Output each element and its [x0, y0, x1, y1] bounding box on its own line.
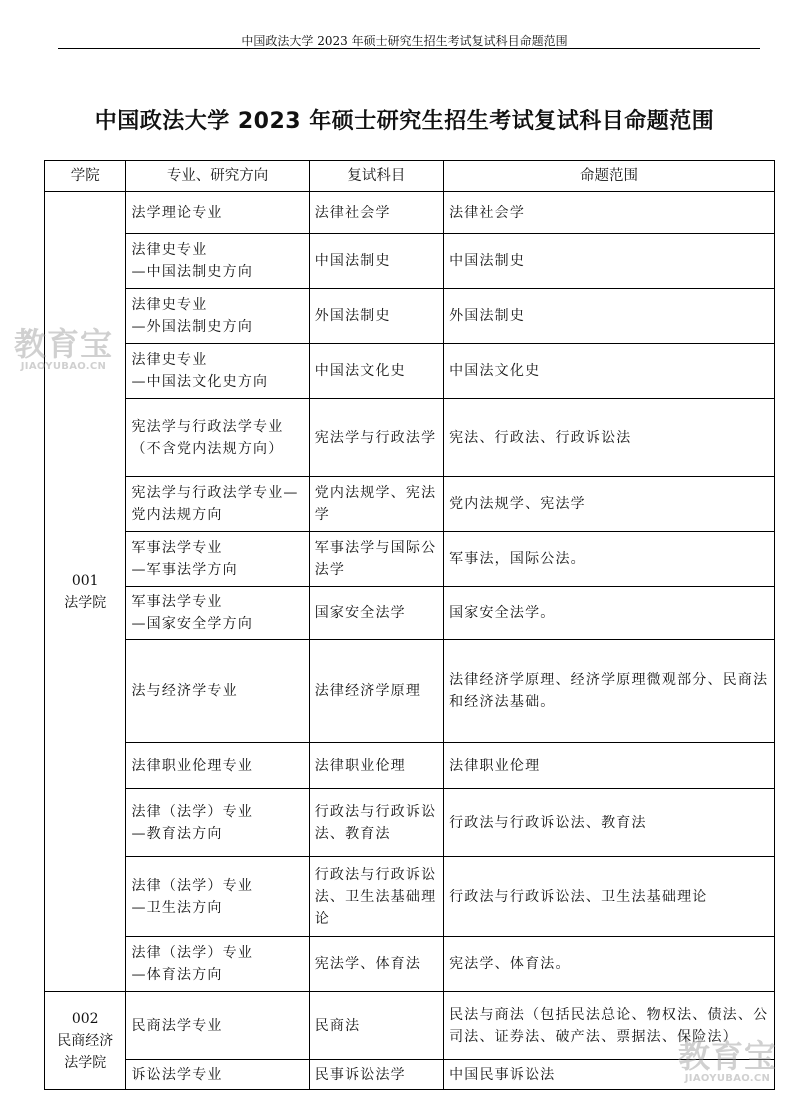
subject-cell: 外国法制史 [309, 289, 443, 344]
major-line: —体育法方向 [131, 967, 223, 983]
subject-cell: 宪法学与行政法学 [309, 399, 443, 477]
subject-cell: 法律经济学原理 [309, 640, 443, 743]
table-row [45, 789, 775, 857]
table-row [45, 289, 775, 344]
scope-cell: 国家安全法学。 [444, 587, 775, 640]
major-line: 法律（法学）专业 [131, 803, 254, 820]
major-cell [126, 1060, 309, 1090]
major-cell [126, 937, 309, 992]
major-line: 法学理论专业 [131, 204, 223, 221]
major-line: 法与经济学专业 [131, 683, 238, 699]
major-line: —卫生法方向 [131, 899, 223, 916]
table-row [45, 532, 775, 587]
major-cell [126, 640, 309, 743]
header-rule [58, 48, 760, 49]
table-row [45, 857, 775, 937]
major-cell [126, 587, 309, 640]
major-line: 法律（法学）专业 [131, 945, 254, 961]
subject-cell: 宪法学、体育法 [309, 937, 443, 992]
major-cell [126, 857, 309, 937]
school-cell [45, 192, 126, 992]
major-line: 法律史专业 [131, 297, 208, 313]
table-row [45, 640, 775, 743]
major-line: 民商法学专业 [131, 1017, 223, 1034]
major-cell [126, 344, 309, 399]
major-cell [126, 992, 309, 1060]
major-line: 法律职业伦理专业 [131, 757, 254, 774]
scope-cell: 宪法、行政法、行政诉讼法 [444, 399, 775, 477]
scope-cell: 行政法与行政诉讼法、教育法 [444, 789, 775, 857]
table-row [45, 937, 775, 992]
exam-scope-table [44, 160, 778, 1090]
table-header-row [45, 161, 775, 192]
major-line: —教育法方向 [131, 825, 223, 842]
scope-cell: 法律社会学 [444, 192, 775, 234]
major-line: 法律史专业 [131, 352, 208, 368]
scope-cell: 法律职业伦理 [444, 743, 775, 789]
major-cell [126, 289, 309, 344]
school-name: 法学院 [64, 594, 107, 611]
subject-cell: 中国法文化史 [309, 344, 443, 399]
subject-cell: 民事诉讼法学 [309, 1060, 443, 1090]
scope-cell: 党内法规学、宪法学 [444, 477, 775, 532]
major-line: 军事法学专业 [131, 594, 223, 610]
subject-cell: 党内法规学、宪法学 [309, 477, 443, 532]
subject-cell: 法律职业伦理 [309, 743, 443, 789]
major-line: 诉讼法学专业 [131, 1066, 223, 1083]
subject-cell: 国家安全法学 [309, 587, 443, 640]
header-subject: 复试科目 [309, 161, 443, 192]
table-row [45, 477, 775, 532]
major-line: 宪法学与行政法学专业—党内法规方向 [131, 485, 299, 523]
scope-cell: 宪法学、体育法。 [444, 937, 775, 992]
subject-cell: 中国法制史 [309, 234, 443, 289]
major-line: 军事法学专业 [131, 540, 223, 556]
table-row [45, 587, 775, 640]
table-row [45, 743, 775, 789]
table-row [45, 192, 775, 234]
major-line: —中国法制史方向 [131, 264, 254, 280]
watermark-left: 教育宝 JIAOYUBAO.CN [14, 325, 114, 372]
table-row [45, 344, 775, 399]
scope-cell: 民法与商法（包括民法总论、物权法、债法、公司法、证券法、破产法、票据法、保险法） [444, 992, 775, 1060]
major-line: 宪法学与行政法学专业（不含党内法规方向） [131, 418, 284, 457]
scope-cell: 中国民事诉讼法 [444, 1060, 775, 1090]
school-code: 001 [71, 572, 99, 589]
major-cell [126, 192, 309, 234]
major-line: 法律史专业 [131, 242, 208, 258]
scope-cell: 法律经济学原理、经济学原理微观部分、民商法和经济法基础。 [444, 640, 775, 743]
header-scope: 命题范围 [444, 161, 775, 192]
major-cell [126, 234, 309, 289]
major-line: 法律（法学）专业 [131, 877, 254, 894]
major-cell [126, 789, 309, 857]
document-title: 中国政法大学 2023 年硕士研究生招生考试复试科目命题范围 [94, 109, 715, 134]
major-cell [126, 743, 309, 789]
watermark-bottom-right: 教育宝 JIAOYUBAO.CN [678, 1037, 778, 1084]
school-code: 002 [71, 1010, 99, 1027]
table-row [45, 1060, 775, 1090]
running-header: 中国政法大学 2023 年硕士研究生招生考试复试科目命题范围 [241, 34, 568, 48]
table-row [45, 992, 775, 1060]
table-body [45, 192, 778, 1090]
header-school: 学院 [45, 161, 126, 192]
major-line: —中国法文化史方向 [131, 374, 269, 390]
subject-cell: 民商法 [309, 992, 443, 1060]
major-line: —国家安全学方向 [131, 616, 254, 632]
school-cell [45, 992, 126, 1090]
subject-cell: 行政法与行政诉讼法、教育法 [309, 789, 443, 857]
subject-cell: 行政法与行政诉讼法、卫生法基础理论 [309, 857, 443, 937]
major-cell [126, 399, 309, 477]
scope-cell: 行政法与行政诉讼法、卫生法基础理论 [444, 857, 775, 937]
school-name: 民商经济法学院 [57, 1032, 114, 1071]
subject-cell: 法律社会学 [309, 192, 443, 234]
major-line: —外国法制史方向 [131, 319, 254, 335]
scope-cell: 军事法，国际公法。 [444, 532, 775, 587]
major-cell [126, 477, 309, 532]
major-line: —军事法学方向 [131, 562, 238, 578]
scope-cell: 外国法制史 [444, 289, 775, 344]
table-row [45, 399, 775, 477]
scope-cell: 中国法制史 [444, 234, 775, 289]
header-major: 专业、研究方向 [126, 161, 309, 192]
subject-cell: 军事法学与国际公法学 [309, 532, 443, 587]
scope-cell: 中国法文化史 [444, 344, 775, 399]
table-row [45, 234, 775, 289]
major-cell [126, 532, 309, 587]
